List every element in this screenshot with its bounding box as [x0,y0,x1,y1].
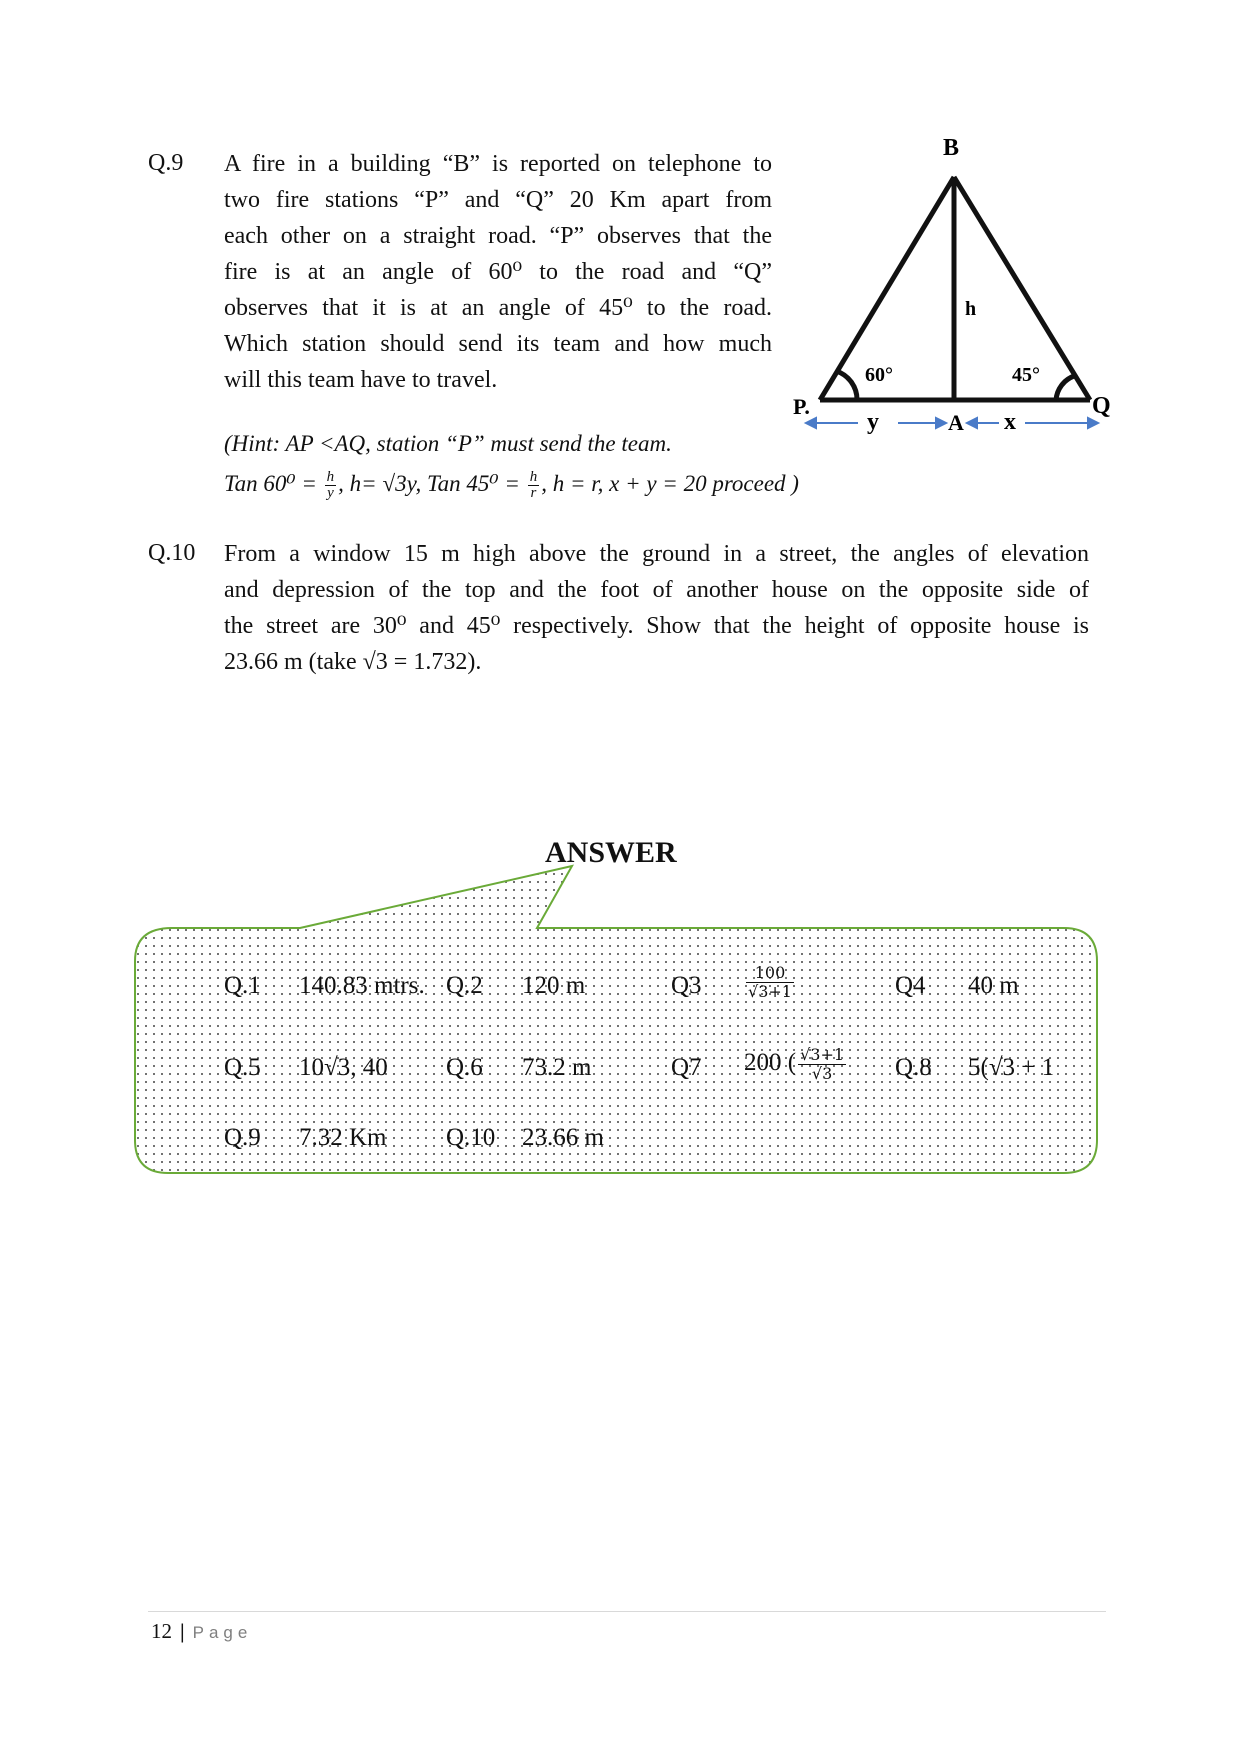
answer-q5-label: Q.5 [224,1054,261,1081]
answer-q3-label: Q3 [671,972,702,999]
figure-label-h: h [965,298,977,320]
frac-num: h [326,469,335,486]
frac-den: √3+1 [748,982,792,1001]
q10-line: 23.66 m (take √3 = 1.732). [224,649,482,675]
q9-line: will this team have to travel. [224,367,498,393]
answer-title: ANSWER [545,836,677,869]
answer-q8-value: 5(√3 + 1 [968,1054,1055,1081]
answer-q3-value [744,964,796,1001]
figure-label-45: 45° [1012,364,1040,386]
fraction-q3 [746,964,794,1001]
page-label: Page [192,1623,253,1642]
page-number: 12 [151,1619,172,1643]
q9-line: fire is at an angle of 60⁰ to the road and “Q” [224,259,772,285]
q10-line: the street are 30⁰ and 45⁰ respectively. Show that the height of opposite house is [224,613,1089,639]
frac-den: √3 [811,1064,833,1083]
answer-q10-value: 23.66 m [522,1124,604,1151]
answer-q9-value: 7.32 Km [299,1124,387,1151]
figure-label-p: P. [793,394,810,419]
frac-num: 100 [746,964,794,983]
q9-line: Which station should send its team and how much [224,331,772,357]
figure-label-b: B [943,135,960,161]
q9-hint-line1: (Hint: AP <AQ, station “P” must send the team. [224,431,672,456]
q10-line: From a window 15 m high above the ground in a street, the angles of elevation [224,541,1089,567]
q9-line: observes that it is at an angle of 45⁰ to the road. [224,295,772,321]
hint-end: , h = r, x + y = 20 proceed ) [541,471,799,496]
q9-number: Q.9 [148,150,184,176]
answer-q5-value: 10√3, 40 [299,1054,388,1081]
q10-number: Q.10 [148,540,196,566]
figure-label-q: Q [1092,393,1111,419]
q9-line: two fire stations “P” and “Q” 20 Km apart from [224,187,772,213]
q10-line: and depression of the top and the foot of another house on the opposite side of [224,577,1089,603]
answer-q1-value: 140.83 mtrs. [299,972,425,999]
page-footer [151,1619,252,1644]
frac-den: r [530,485,537,502]
footer-separator: | [180,1619,185,1643]
answer-q4-value: 40 m [968,972,1019,999]
frac-den: y [327,485,334,502]
figure-label-y: y [867,409,879,435]
frac-num: √3+1 [800,1045,845,1064]
q9-line: A fire in a building “B” is reported on telephone to [224,151,772,177]
answer-q7-prefix: 200 ( [744,1049,797,1077]
answer-q9-label: Q.9 [224,1124,261,1151]
frac-num: h [529,469,538,486]
answer-q2-label: Q.2 [446,972,483,999]
hint-h-eq: , h= √3y, Tan 45⁰ = [338,471,520,496]
fraction-q7 [798,1046,846,1083]
answer-q10-label: Q.10 [446,1124,496,1151]
answer-q7-value [744,1046,848,1083]
answer-q6-value: 73.2 m [522,1054,592,1081]
answer-q6-label: Q.6 [446,1054,483,1081]
answer-q8-label: Q.8 [895,1054,932,1081]
q9-line: each other on a straight road. “P” observes that the [224,223,772,249]
figure-label-x: x [1004,409,1016,435]
answer-q7-label: Q7 [671,1054,702,1081]
hint-tan60: Tan 60⁰ = [224,471,317,496]
figure-label-60: 60° [865,364,893,386]
figure-label-a: A [948,410,964,435]
answer-q2-value: 120 m [522,972,586,999]
footer-divider [148,1611,1106,1612]
answer-q1-label: Q.1 [224,972,261,999]
answer-q4-label: Q4 [895,972,926,999]
